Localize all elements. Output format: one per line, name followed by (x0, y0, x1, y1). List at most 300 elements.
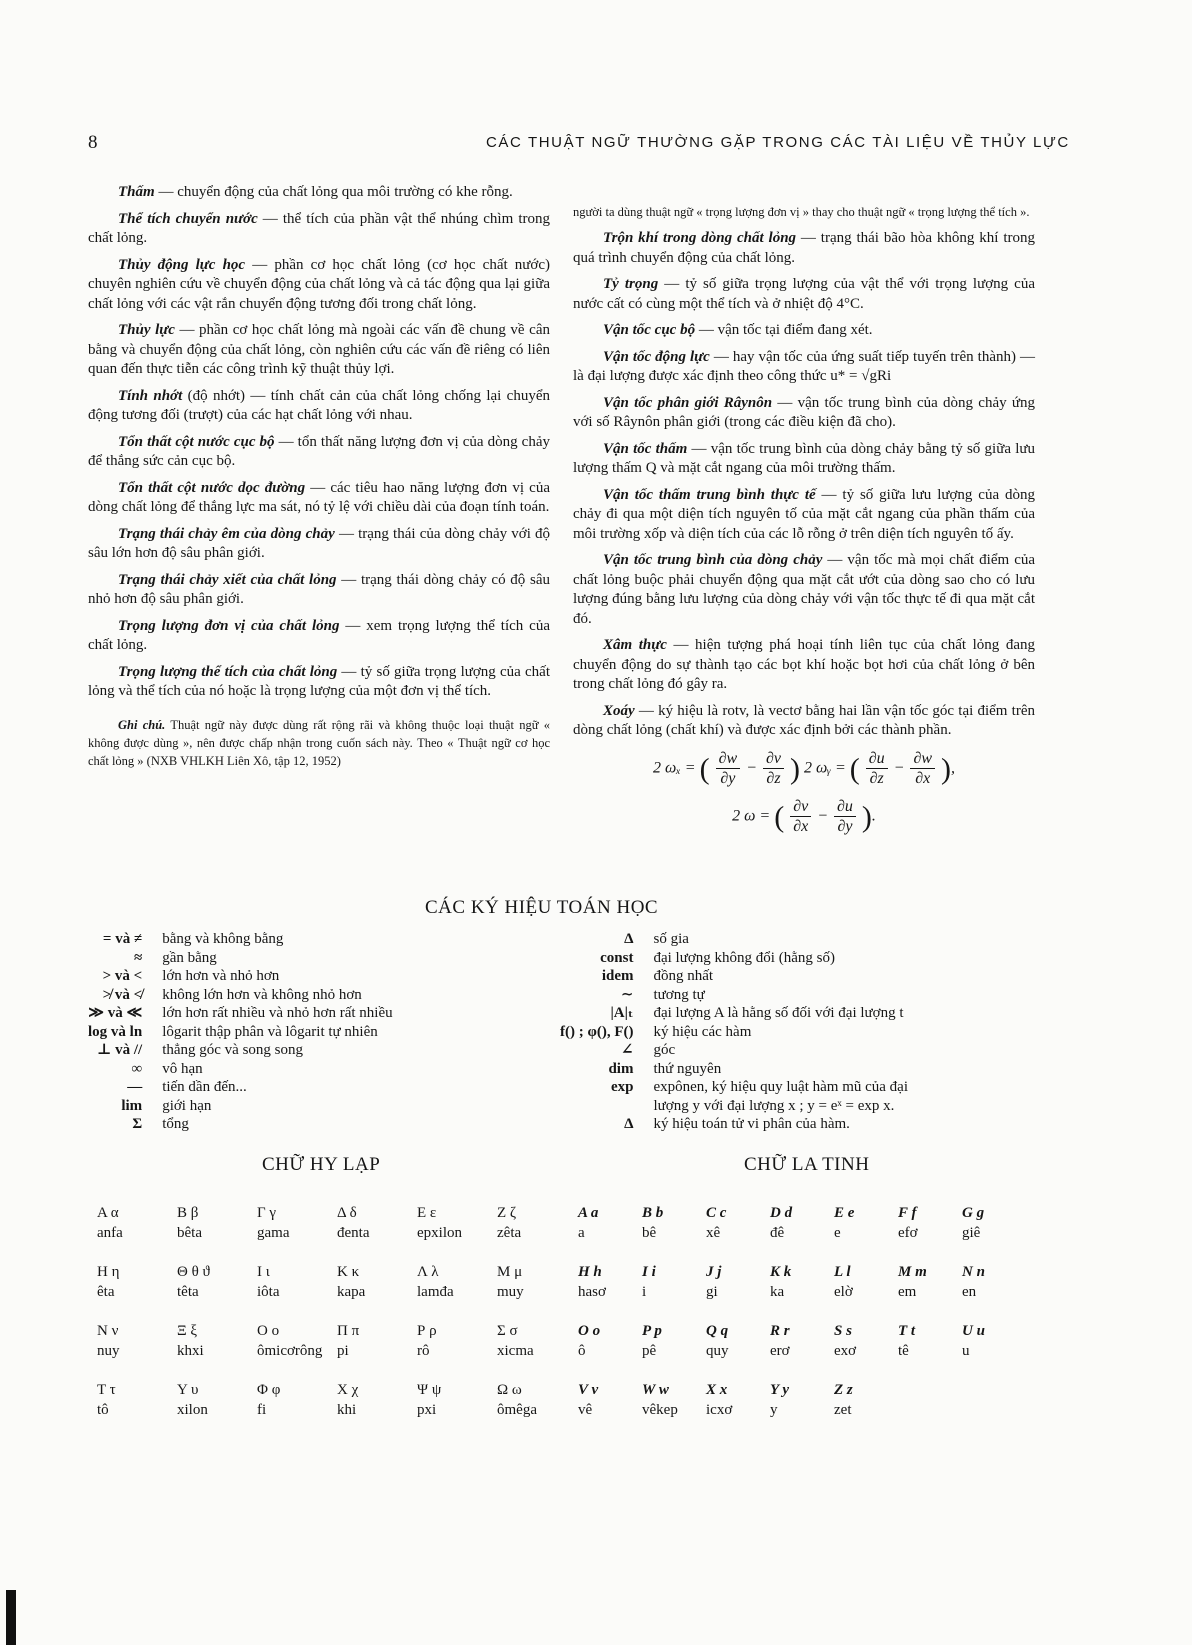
letter-name: fi (257, 1402, 267, 1418)
letter-cell (898, 1203, 918, 1243)
letter-cell (834, 1380, 853, 1420)
math-symbol: dim (608, 1060, 634, 1077)
letter-cell (898, 1321, 915, 1361)
letter-name: têta (177, 1284, 199, 1300)
letter-forms: J j (706, 1264, 722, 1280)
letter-cell (337, 1321, 359, 1361)
letter-cell (578, 1262, 606, 1302)
glossary-term: Trọng lượng thể tích của chất lỏng (118, 663, 338, 680)
letter-cell (962, 1321, 985, 1361)
glossary-entry (573, 229, 1035, 268)
letter-cell (417, 1380, 441, 1420)
letter-name: vê (578, 1402, 593, 1418)
letter-cell (706, 1380, 732, 1420)
formula-line: 2 ωₓ = ( $\frac{\partial w}{\partial y}$ − $\frac{\partial v}{\partial z}$ ) 2 ωᵧ = ( $\frac{\partial u}{\partial z}$ − $\frac{\partial w}{\partial x}$ ), (652, 749, 956, 787)
letter-name: đenta (337, 1225, 370, 1241)
symbol-row (88, 1078, 393, 1097)
letter-forms: Ρ ρ (417, 1323, 437, 1339)
page-number: 8 (88, 132, 98, 153)
math-symbol: = và ≠ (102, 931, 143, 947)
letter-forms: Q q (706, 1323, 729, 1339)
glossary-term: Xâm thực (603, 637, 667, 653)
glossary-definition: — hiện tượng phá hoại tính liên tục của chất lỏng đang chuyển động do sự thành tạo các bọt khí hoặc bọt hơi của chất lỏng ở bên trong chất lỏng đó gây ra. (573, 637, 1035, 692)
letter-forms: Ζ ζ (497, 1205, 517, 1221)
glossary-definition: — thể tích của phần vật thể nhúng chìm trong chất lỏng. (88, 210, 550, 246)
math-symbol: ≈ (133, 949, 143, 966)
letter-name: bêta (177, 1225, 202, 1241)
letter-cell (417, 1321, 437, 1361)
symbol-row (560, 967, 908, 986)
letter-name: xilon (177, 1402, 208, 1418)
running-title: CÁC THUẬT NGỮ THƯỜNG GẶP TRONG CÁC TÀI LIỆU VỀ THỦY LỰC (486, 134, 1070, 151)
letter-name: bê (642, 1225, 657, 1241)
right-column (573, 203, 1035, 845)
letter-cell (834, 1321, 856, 1361)
letter-forms: Y y (770, 1382, 790, 1398)
note-continuation: người ta dùng thuật ngữ « trọng lượng đơn vị » thay cho thuật ngữ « trọng lượng thể tích ». (573, 205, 1030, 219)
letter-forms: W w (642, 1382, 669, 1398)
symbol-row (88, 967, 393, 986)
glossary-definition: — hay vận tốc của ứng suất tiếp tuyến trên thành) — là đại lượng được xác định theo công thức u* = √gRi (573, 348, 1035, 384)
math-symbol: ≫ và ≪ (88, 1005, 143, 1021)
glossary-entry (573, 702, 1035, 741)
letter-cell (770, 1203, 792, 1243)
letter-forms: A a (578, 1205, 599, 1221)
math-symbols-heading: CÁC KÝ HIỆU TOÁN HỌC (425, 897, 659, 918)
letter-forms: Υ υ (177, 1382, 199, 1398)
letter-cell (770, 1321, 790, 1361)
letter-forms: Χ χ (337, 1382, 359, 1398)
symbol-row (88, 930, 393, 949)
glossary-entry (88, 479, 550, 518)
letter-cell (257, 1380, 280, 1420)
letter-name: vêkep (642, 1402, 678, 1418)
fraction: $\frac{\partial v}{\partial z}$ (763, 749, 784, 789)
letter-forms: U u (962, 1323, 985, 1339)
letter-forms: Η η (97, 1264, 120, 1280)
letter-cell (497, 1380, 537, 1420)
letter-cell (97, 1203, 123, 1243)
glossary-entry (88, 663, 550, 702)
symbol-meaning: lôgarit thập phân và lôgarit tự nhiên (162, 1023, 378, 1040)
letter-cell (898, 1262, 927, 1302)
letter-cell (834, 1262, 853, 1302)
glossary-definition: — trạng thái dòng chảy có độ sâu nhỏ hơn độ sâu phân giới. (88, 571, 550, 607)
letter-forms: K k (770, 1264, 792, 1280)
letter-cell (706, 1203, 726, 1243)
symbol-meaning: lớn hơn rất nhiều và nhỏ hơn rất nhiều (162, 1005, 393, 1021)
letter-name: anfa (97, 1225, 123, 1241)
letter-name: zêta (497, 1225, 522, 1241)
letter-name: êta (97, 1284, 115, 1300)
math-symbol: Σ (132, 1116, 143, 1132)
math-symbol: > và < (102, 968, 143, 984)
letter-cell (497, 1321, 534, 1361)
letter-cell (177, 1321, 204, 1361)
glossary-definition: (độ nhớt) — tính chất cản của chất lỏng chống lại chuyển động tương đối (trượt) của các hạt chất lỏng với nhau. (88, 387, 551, 423)
letter-cell (706, 1262, 721, 1302)
letter-name: gi (706, 1284, 718, 1300)
letter-name: đê (770, 1225, 785, 1241)
letter-forms: I i (642, 1264, 656, 1280)
letter-name: khxi (177, 1343, 204, 1359)
formula-lhs: 2 ωₓ = (652, 759, 696, 777)
letter-name: muy (497, 1284, 524, 1300)
glossary-entry (573, 348, 1035, 387)
letter-name: rô (417, 1343, 430, 1359)
symbol-row (560, 1078, 908, 1097)
letter-cell (177, 1380, 208, 1420)
math-symbol: |A|ₜ (610, 1005, 634, 1021)
letter-name: tê (898, 1343, 909, 1359)
letter-cell (257, 1203, 289, 1243)
letter-name: hasơ (578, 1284, 606, 1300)
letter-forms: Λ λ (417, 1264, 439, 1280)
letter-forms: F f (898, 1205, 917, 1221)
letter-cell (706, 1321, 729, 1361)
letter-cell (578, 1380, 598, 1420)
letter-name: icxơ (706, 1402, 733, 1418)
letter-forms: Ψ ψ (417, 1382, 442, 1398)
glossary-definition: — vận tốc trung bình của dòng chảy ứng với số Râynôn phân giới (trong các điều kiện đã cho). (573, 394, 1036, 430)
letter-cell (578, 1203, 598, 1243)
symbol-row (88, 1041, 393, 1060)
glossary-entry (573, 551, 1035, 629)
symbol-meaning: lượng y với đại lượng x ; y = eˣ = exp x. (653, 1097, 895, 1114)
glossary-definition: — chuyển động của chất lỏng qua môi trường có khe rỗng. (154, 184, 513, 200)
letter-forms: Α α (97, 1205, 119, 1221)
letter-name: giê (962, 1225, 981, 1241)
letter-name: ômicơrông (257, 1343, 323, 1359)
letter-forms: Θ θ ϑ (177, 1264, 210, 1280)
letter-cell (497, 1262, 524, 1302)
math-symbol: Δ (624, 931, 634, 947)
letter-forms: Β β (177, 1205, 199, 1221)
letter-cell (97, 1321, 120, 1361)
letter-forms: Τ τ (97, 1382, 116, 1398)
greek-heading: CHỮ HY LẠP (262, 1154, 381, 1175)
letter-forms: Ω ω (497, 1382, 522, 1398)
glossary-term: Trạng thái chảy êm của dòng chảy (118, 525, 335, 542)
math-symbol: ⊥ và // (96, 1042, 143, 1058)
math-symbol: ≯ và ≮ (102, 986, 143, 1003)
letter-name: ô (578, 1343, 586, 1359)
letter-cell (770, 1262, 791, 1302)
letter-name: ômêga (497, 1402, 537, 1418)
fraction: $\frac{\partial v}{\partial x}$ (790, 797, 811, 837)
letter-forms: G g (962, 1205, 985, 1221)
glossary-term: Thể tích chuyển nước (118, 210, 258, 227)
letter-forms: X x (706, 1382, 728, 1398)
glossary-entry (88, 321, 550, 380)
math-symbol: const (600, 949, 634, 966)
letter-forms: R r (770, 1323, 790, 1339)
formula-lhs: 2 ωᵧ = (803, 759, 846, 777)
symbol-row (560, 1023, 908, 1042)
glossary-term: Vận tốc động lực (603, 348, 710, 365)
letter-name: nuy (97, 1343, 120, 1359)
letter-forms: Γ γ (257, 1205, 277, 1221)
symbol-meaning: bằng và không bằng (162, 931, 284, 947)
math-symbol: — (127, 1079, 143, 1095)
glossary-definition: — ký hiệu là rotv, là vectơ bằng hai lần vận tốc góc tại điểm trên dòng chất lỏng (chất khí) và được xác định bởi các thành phần. (573, 702, 1035, 738)
glossary-term: Tổn thất cột nước cục bộ (118, 433, 275, 450)
letter-name: quy (706, 1343, 729, 1359)
scan-margin-mark (6, 1590, 16, 1645)
symbol-meaning: giới hạn (162, 1097, 212, 1114)
symbol-meaning: đại lượng không đổi (hằng số) (653, 949, 835, 966)
math-symbol: f() ; φ(), F() (560, 1023, 634, 1040)
symbol-row (88, 949, 393, 968)
letter-name: zet (834, 1402, 852, 1418)
glossary-entry (88, 525, 550, 564)
glossary-entry (88, 433, 550, 472)
symbol-meaning: thẳng góc và song song (162, 1042, 304, 1058)
math-symbol (560, 1097, 653, 1116)
glossary-term: Thủy lực (118, 322, 175, 338)
fraction: $\frac{\partial u}{\partial y}$ (834, 797, 856, 837)
symbol-meaning: tương tự (653, 986, 705, 1003)
symbol-row (560, 986, 908, 1005)
math-symbol: Δ (624, 1116, 634, 1132)
symbol-row (88, 1097, 393, 1116)
glossary-definition: — các tiêu hao năng lượng đơn vị của dòng chất lỏng để thắng lực ma sát, nó tỷ lệ với chiều dài của đoạn tính toán. (88, 479, 550, 515)
letter-cell (642, 1380, 678, 1420)
letter-forms: S s (834, 1323, 852, 1339)
left-column (88, 183, 550, 770)
letter-name: y (770, 1402, 778, 1418)
glossary-definition: — tổn thất năng lượng đơn vị của dòng chảy để thắng sức cản cục bộ. (88, 433, 551, 469)
glossary-definition: — trạng thái bão hòa không khí trong quá trình chuyển động của chất lỏng. (573, 230, 1035, 266)
glossary-term: Thấm (118, 184, 155, 200)
letter-forms: Ι ι (257, 1264, 270, 1280)
letter-name: erơ (770, 1343, 790, 1359)
letter-forms: L l (834, 1264, 851, 1280)
letter-cell (97, 1262, 119, 1302)
glossary-term: Trộn khí trong dòng chất lỏng (603, 230, 797, 246)
math-symbol: ∼ (620, 986, 634, 1003)
fraction: $\frac{\partial u}{\partial z}$ (866, 749, 888, 789)
letter-forms: Ο ο (257, 1323, 280, 1339)
letter-cell (417, 1262, 454, 1302)
symbol-meaning: tiến dần đến... (162, 1079, 247, 1095)
glossary-term: Vận tốc cục bộ (603, 322, 696, 338)
letter-name: gama (257, 1225, 290, 1241)
letter-name: xê (706, 1225, 721, 1241)
letter-forms: Δ δ (337, 1205, 357, 1221)
symbol-row (88, 1004, 393, 1023)
glossary-entry (573, 486, 1035, 545)
letter-name: tô (97, 1402, 109, 1418)
letter-forms: V v (578, 1382, 599, 1398)
letter-name: a (578, 1225, 585, 1241)
letter-name: ka (770, 1284, 785, 1300)
glossary-definition: — vận tốc mà mọi chất điểm của chất lỏng buộc phải chuyển động qua mặt cắt ướt của dòng sao cho có lưu lượng đúng bằng lưu lượng của dòng chảy với vận tốc thực tế đi qua mặt cắt đó. (573, 552, 1036, 627)
glossary-term: Vận tốc phân giới Râynôn (603, 394, 773, 411)
letter-forms: D d (770, 1205, 793, 1221)
glossary-definition: — tỷ số giữa trọng lượng của chất lỏng và thể tích của nó hoặc là trọng lượng của một đơn vị thể tích. (88, 663, 551, 699)
letter-cell (97, 1380, 116, 1420)
symbol-row (560, 1115, 908, 1134)
letter-name: xicma (497, 1343, 534, 1359)
letter-cell (337, 1203, 369, 1243)
vorticity-formulas (573, 749, 1035, 837)
letter-name: u (962, 1343, 970, 1359)
letter-cell (642, 1203, 663, 1243)
symbol-row (560, 949, 908, 968)
glossary-term: Tỷ trọng (603, 276, 659, 292)
letter-forms: Σ σ (497, 1323, 518, 1339)
symbol-meaning: ký hiệu toán tử vi phân của hàm. (653, 1116, 850, 1132)
symbol-meaning: expônen, ký hiệu quy luật hàm mũ của đại (653, 1079, 909, 1095)
symbol-meaning: lớn hơn và nhỏ hơn (162, 968, 280, 984)
letter-forms: Z z (834, 1382, 853, 1398)
letter-name: i (642, 1284, 647, 1300)
latin-heading: CHỮ LA TINH (744, 1154, 870, 1175)
math-symbol: ∞ (131, 1060, 143, 1077)
letter-cell (257, 1262, 280, 1302)
symbol-row (88, 1115, 393, 1134)
symbol-meaning: ký hiệu các hàm (653, 1023, 752, 1040)
symbol-row (560, 1041, 908, 1060)
footnote-text: Thuật ngữ này được dùng rất rộng rãi và không thuộc loại thuật ngữ « không được dùng », nên được chấp nhận trong cuốn sách này. Theo « Thuật ngữ cơ học chất lỏng » (NXB VHLKH Liên Xô, tập 12, 1952) (88, 717, 550, 768)
glossary-entry (88, 210, 550, 249)
symbol-row (560, 1060, 908, 1079)
letter-name: khi (337, 1402, 357, 1418)
symbol-row (88, 986, 393, 1005)
letter-name: efơ (898, 1225, 918, 1241)
letter-forms: O o (578, 1323, 601, 1339)
letter-name: elờ (834, 1284, 853, 1300)
letter-name: pê (642, 1343, 657, 1359)
fraction: $\frac{\partial w}{\partial y}$ (716, 749, 741, 789)
letter-forms: Ν ν (97, 1323, 119, 1339)
letter-forms: Ε ε (417, 1205, 437, 1221)
letter-forms: T t (898, 1323, 916, 1339)
glossary-entry (88, 617, 550, 656)
letter-forms: Μ μ (497, 1264, 523, 1280)
glossary-definition: — tỷ số giữa trọng lượng của vật thể với trọng lượng của nước cất có cùng một thể tích và ở nhiệt độ 4°C. (573, 276, 1035, 312)
glossary-term: Tổn thất cột nước dọc đường (118, 479, 306, 496)
glossary-term: Thủy động lực học (118, 256, 246, 273)
letter-cell (642, 1321, 662, 1361)
math-symbols-right (560, 930, 908, 1134)
symbol-meaning: tổng (162, 1116, 189, 1132)
letter-name: kapa (337, 1284, 366, 1300)
letter-forms: M m (898, 1264, 927, 1280)
symbol-row (560, 1004, 908, 1023)
glossary-term: Trọng lượng đơn vị của chất lỏng (118, 617, 340, 634)
math-symbol: idem (601, 968, 634, 984)
glossary-definition: — trạng thái của dòng chảy với độ sâu lớn hơn độ sâu phân giới. (88, 525, 550, 561)
letter-cell (962, 1203, 984, 1243)
letter-cell (337, 1380, 358, 1420)
letter-name: em (898, 1284, 917, 1300)
letter-forms: B b (642, 1205, 664, 1221)
letter-name: e (834, 1225, 841, 1241)
glossary-term: Tính nhớt (118, 387, 183, 404)
glossary-definition: — phần cơ học chất lỏng (cơ học chất nước) chuyên nghiên cứu về chuyển động của chất lỏng và cả tác động qua lại giữa chất lỏng với các vật rắn chuyển động tương đối trong chất lỏng. (88, 256, 550, 312)
letter-cell (834, 1203, 854, 1243)
letter-forms: H h (578, 1264, 602, 1280)
glossary-entry (88, 571, 550, 610)
symbol-meaning: đồng nhất (653, 968, 714, 984)
glossary-definition: — tỷ số giữa lưu lượng của dòng chảy đi qua một diện tích nguyên tố của mặt cắt ngang của phần thấm của môi trường xốp và diện tích của các lỗ rỗng ở trên diện tích nguyên tố ấy. (573, 486, 1035, 542)
symbol-meaning: đại lượng A là hằng số đối với đại lượng t (653, 1005, 904, 1021)
letter-name: pxi (417, 1402, 437, 1418)
symbol-row (560, 930, 908, 949)
letter-forms: Π π (337, 1323, 360, 1339)
symbol-row (88, 1023, 393, 1042)
letter-forms: C c (706, 1205, 727, 1221)
glossary-definition: — xem trọng lượng thể tích của chất lỏng. (88, 617, 550, 653)
glossary-entry (573, 321, 1035, 341)
letter-name: lamđa (417, 1284, 454, 1300)
math-symbol: ∠ (620, 1042, 634, 1058)
glossary-term: Vận tốc thấm trung bình thực tế (603, 486, 816, 503)
symbol-meaning: góc (653, 1042, 676, 1058)
symbol-meaning: vô hạn (162, 1060, 203, 1077)
letter-forms: E e (834, 1205, 855, 1221)
letter-cell (177, 1203, 202, 1243)
letter-forms: N n (962, 1264, 985, 1280)
glossary-entry (88, 256, 550, 315)
letter-forms: Ξ ξ (177, 1323, 198, 1339)
symbol-row (88, 1060, 393, 1079)
letter-cell (257, 1321, 322, 1361)
formula-lhs: 2 ω = (732, 807, 771, 825)
glossary-term: Xoáy (603, 702, 635, 719)
letter-cell (578, 1321, 600, 1361)
letter-forms: Φ φ (257, 1382, 281, 1398)
symbol-meaning: không lớn hơn và không nhỏ hơn (162, 986, 362, 1003)
glossary-entry (573, 440, 1035, 479)
footnote-label: Ghi chú. (118, 717, 166, 732)
letter-cell (337, 1262, 365, 1302)
letter-name: exơ (834, 1343, 857, 1359)
letter-cell (642, 1262, 656, 1302)
glossary-entry (573, 636, 1035, 695)
math-symbol: log và ln (88, 1023, 143, 1040)
glossary-entry (88, 183, 550, 203)
glossary-entry (573, 394, 1035, 433)
letter-forms: P p (642, 1323, 662, 1339)
glossary-definition: — vận tốc trung bình của dòng chảy bằng tỷ số giữa lưu lượng thấm Q và mặt cắt ngang của môi trường thấm. (573, 440, 1035, 476)
fraction: $\frac{\partial w}{\partial x}$ (910, 749, 935, 789)
letter-cell (497, 1203, 521, 1243)
letter-cell (962, 1262, 985, 1302)
symbol-row (560, 1097, 908, 1116)
math-symbol: exp (610, 1079, 634, 1095)
glossary-entry (573, 275, 1035, 314)
glossary-term: Vận tốc trung bình của dòng chảy (603, 552, 823, 568)
footnote (88, 716, 550, 770)
right-entries (573, 229, 1035, 741)
letter-cell (177, 1262, 210, 1302)
symbol-meaning: số gia (653, 931, 689, 947)
glossary-definition: — vận tốc tại điểm đang xét. (695, 322, 873, 338)
letter-name: pi (337, 1343, 349, 1359)
glossary-entry (88, 387, 550, 426)
math-symbols-left (88, 930, 393, 1134)
letter-name: iôta (257, 1284, 280, 1300)
symbol-meaning: gần bằng (162, 949, 217, 966)
letter-cell (770, 1380, 789, 1420)
letter-forms: Κ κ (337, 1264, 360, 1280)
letter-cell (417, 1203, 462, 1243)
math-symbol: lim (121, 1097, 143, 1114)
letter-name: en (962, 1284, 977, 1300)
